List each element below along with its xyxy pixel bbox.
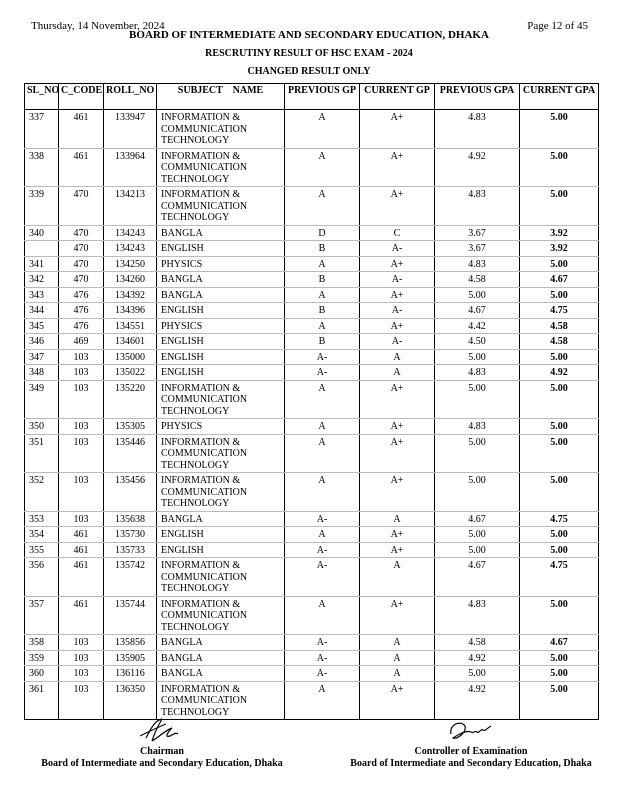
subject-cell: PHYSICS [157, 419, 285, 435]
code-cell: 103 [59, 511, 104, 527]
cur-gp-cell: A+ [360, 419, 435, 435]
cur-gp-cell: A+ [360, 318, 435, 334]
sl-cell: 360 [25, 666, 59, 682]
table-row [25, 349, 599, 365]
table-row [25, 241, 599, 257]
cur-gp-cell: A+ [360, 148, 435, 187]
prev-gp-cell: A [285, 527, 360, 543]
sl-cell: 356 [25, 558, 59, 597]
chairman-org: Board of Intermediate and Secondary Education, Dhaka [41, 758, 283, 769]
table-row [25, 681, 599, 720]
table-row [25, 318, 599, 334]
sl-cell: 353 [25, 511, 59, 527]
cur-gpa-cell: 3.92 [520, 241, 599, 257]
prev-gpa-cell: 4.42 [435, 318, 520, 334]
code-cell: 470 [59, 187, 104, 226]
sl-cell: 358 [25, 635, 59, 651]
table-row [25, 272, 599, 288]
column-header-prev-gp: PREVIOUS GP [285, 84, 360, 110]
header-row [25, 84, 599, 110]
table-row [25, 635, 599, 651]
prev-gpa-cell: 4.58 [435, 635, 520, 651]
prev-gp-cell: A- [285, 511, 360, 527]
prev-gp-cell: A [285, 419, 360, 435]
subject-cell: BANGLA [157, 511, 285, 527]
cur-gpa-cell: 5.00 [520, 287, 599, 303]
prev-gp-cell: A [285, 110, 360, 149]
prev-gpa-cell: 4.83 [435, 110, 520, 149]
code-cell: 470 [59, 225, 104, 241]
code-cell: 103 [59, 681, 104, 720]
sl-cell: 337 [25, 110, 59, 149]
cur-gpa-cell: 4.75 [520, 303, 599, 319]
roll-cell: 135000 [104, 349, 157, 365]
sl-cell: 354 [25, 527, 59, 543]
subject-cell: ENGLISH [157, 527, 285, 543]
roll-cell: 135730 [104, 527, 157, 543]
cur-gpa-cell: 4.75 [520, 511, 599, 527]
prev-gpa-cell: 5.00 [435, 527, 520, 543]
roll-cell: 135905 [104, 650, 157, 666]
cur-gpa-cell: 4.58 [520, 318, 599, 334]
prev-gp-cell: B [285, 334, 360, 350]
subject-cell: ENGLISH [157, 334, 285, 350]
prev-gp-cell: A- [285, 349, 360, 365]
sl-cell: 349 [25, 380, 59, 419]
code-cell: 103 [59, 473, 104, 512]
prev-gpa-cell: 4.67 [435, 558, 520, 597]
sl-cell: 359 [25, 650, 59, 666]
roll-cell: 134260 [104, 272, 157, 288]
sl-cell: 351 [25, 434, 59, 473]
roll-cell: 135446 [104, 434, 157, 473]
prev-gpa-cell: 4.67 [435, 511, 520, 527]
subject-cell: INFORMATION & COMMUNICATION TECHNOLOGY [157, 434, 285, 473]
cur-gp-cell: A+ [360, 681, 435, 720]
sl-cell: 338 [25, 148, 59, 187]
code-cell: 461 [59, 148, 104, 187]
prev-gpa-cell: 4.58 [435, 272, 520, 288]
roll-cell: 134601 [104, 334, 157, 350]
prev-gp-cell: A- [285, 666, 360, 682]
prev-gp-cell: A- [285, 650, 360, 666]
table-row [25, 434, 599, 473]
sl-cell: 352 [25, 473, 59, 512]
prev-gpa-cell: 3.67 [435, 241, 520, 257]
cur-gp-cell: A+ [360, 187, 435, 226]
sl-cell: 339 [25, 187, 59, 226]
roll-cell: 135220 [104, 380, 157, 419]
roll-cell: 135744 [104, 596, 157, 635]
prev-gpa-cell: 5.00 [435, 434, 520, 473]
changed-result-title: CHANGED RESULT ONLY [247, 66, 371, 77]
prev-gp-cell: A [285, 681, 360, 720]
prev-gpa-cell: 4.83 [435, 256, 520, 272]
code-cell: 103 [59, 650, 104, 666]
cur-gpa-cell: 5.00 [520, 148, 599, 187]
subject-cell: ENGLISH [157, 241, 285, 257]
code-cell: 103 [59, 365, 104, 381]
sl-cell: 344 [25, 303, 59, 319]
prev-gp-cell: A [285, 256, 360, 272]
cur-gpa-cell: 4.58 [520, 334, 599, 350]
subject-cell: ENGLISH [157, 349, 285, 365]
column-header-roll: ROLL_NO [104, 84, 157, 110]
chairman-title: Chairman [140, 746, 184, 757]
print-date: Thursday, 14 November, 2024 [31, 20, 165, 32]
subject-cell: INFORMATION & COMMUNICATION TECHNOLOGY [157, 110, 285, 149]
prev-gp-cell: A [285, 596, 360, 635]
column-header-subject: SUBJECT NAME [157, 84, 285, 110]
prev-gpa-cell: 5.00 [435, 542, 520, 558]
roll-cell: 136116 [104, 666, 157, 682]
cur-gp-cell: A [360, 365, 435, 381]
roll-cell: 134243 [104, 241, 157, 257]
board-title: BOARD OF INTERMEDIATE AND SECONDARY EDUCATION, DHAKA [129, 29, 489, 41]
cur-gp-cell: C [360, 225, 435, 241]
cur-gpa-cell: 5.00 [520, 473, 599, 512]
prev-gpa-cell: 3.67 [435, 225, 520, 241]
column-header-sl: SL_NO [25, 84, 59, 110]
subject-cell: INFORMATION & COMMUNICATION TECHNOLOGY [157, 187, 285, 226]
table-row [25, 596, 599, 635]
sl-cell: 342 [25, 272, 59, 288]
controller-title: Controller of Examination [414, 746, 528, 757]
roll-cell: 135856 [104, 635, 157, 651]
code-cell: 461 [59, 542, 104, 558]
code-cell: 103 [59, 635, 104, 651]
sl-cell: 350 [25, 419, 59, 435]
prev-gp-cell: A [285, 148, 360, 187]
subject-cell: BANGLA [157, 635, 285, 651]
roll-cell: 133964 [104, 148, 157, 187]
prev-gpa-cell: 4.83 [435, 187, 520, 226]
subject-cell: INFORMATION & COMMUNICATION TECHNOLOGY [157, 596, 285, 635]
cur-gp-cell: A+ [360, 596, 435, 635]
roll-cell: 134243 [104, 225, 157, 241]
cur-gpa-cell: 5.00 [520, 187, 599, 226]
prev-gp-cell: B [285, 303, 360, 319]
table-row [25, 334, 599, 350]
cur-gpa-cell: 5.00 [520, 349, 599, 365]
subject-cell: INFORMATION & COMMUNICATION TECHNOLOGY [157, 148, 285, 187]
table-row [25, 256, 599, 272]
roll-cell: 136350 [104, 681, 157, 720]
cur-gp-cell: A [360, 666, 435, 682]
prev-gp-cell: A [285, 434, 360, 473]
subject-cell: INFORMATION & COMMUNICATION TECHNOLOGY [157, 681, 285, 720]
cur-gpa-cell: 5.00 [520, 650, 599, 666]
controller-signature [441, 716, 501, 744]
prev-gp-cell: A- [285, 542, 360, 558]
table-row [25, 287, 599, 303]
table-row [25, 225, 599, 241]
subject-cell: ENGLISH [157, 365, 285, 381]
prev-gp-cell: A [285, 318, 360, 334]
roll-cell: 135638 [104, 511, 157, 527]
subject-cell: INFORMATION & COMMUNICATION TECHNOLOGY [157, 473, 285, 512]
cur-gpa-cell: 3.92 [520, 225, 599, 241]
cur-gpa-cell: 5.00 [520, 256, 599, 272]
sl-cell: 340 [25, 225, 59, 241]
cur-gp-cell: A [360, 349, 435, 365]
column-header-code: C_CODE [59, 84, 104, 110]
cur-gp-cell: A+ [360, 287, 435, 303]
roll-cell: 135733 [104, 542, 157, 558]
roll-cell: 135742 [104, 558, 157, 597]
cur-gp-cell: A+ [360, 473, 435, 512]
prev-gpa-cell: 4.83 [435, 419, 520, 435]
cur-gpa-cell: 4.67 [520, 635, 599, 651]
code-cell: 103 [59, 419, 104, 435]
roll-cell: 134213 [104, 187, 157, 226]
chairman-signature [132, 716, 192, 744]
chairman-signature-block [37, 716, 287, 769]
code-cell: 103 [59, 380, 104, 419]
cur-gp-cell: A [360, 650, 435, 666]
table-row [25, 110, 599, 149]
prev-gp-cell: A [285, 287, 360, 303]
prev-gpa-cell: 4.50 [435, 334, 520, 350]
cur-gpa-cell: 5.00 [520, 542, 599, 558]
cur-gpa-cell: 5.00 [520, 596, 599, 635]
sl-cell: 361 [25, 681, 59, 720]
sl-cell: 347 [25, 349, 59, 365]
table-row [25, 419, 599, 435]
prev-gpa-cell: 4.92 [435, 681, 520, 720]
sl-cell: 355 [25, 542, 59, 558]
page-number: Page 12 of 45 [527, 20, 588, 32]
cur-gpa-cell: 4.92 [520, 365, 599, 381]
cur-gpa-cell: 5.00 [520, 419, 599, 435]
code-cell: 476 [59, 287, 104, 303]
code-cell: 461 [59, 558, 104, 597]
prev-gp-cell: A- [285, 558, 360, 597]
cur-gp-cell: A+ [360, 380, 435, 419]
sl-cell: 357 [25, 596, 59, 635]
table-row [25, 303, 599, 319]
table-row [25, 380, 599, 419]
table-row [25, 187, 599, 226]
cur-gp-cell: A+ [360, 110, 435, 149]
prev-gpa-cell: 5.00 [435, 349, 520, 365]
cur-gpa-cell: 5.00 [520, 666, 599, 682]
code-cell: 461 [59, 596, 104, 635]
table-row [25, 148, 599, 187]
column-header-prev-gpa: PREVIOUS GPA [435, 84, 520, 110]
subject-cell: BANGLA [157, 666, 285, 682]
code-cell: 476 [59, 318, 104, 334]
table-row [25, 558, 599, 597]
code-cell: 103 [59, 349, 104, 365]
roll-cell: 134250 [104, 256, 157, 272]
prev-gp-cell: A [285, 380, 360, 419]
code-cell: 103 [59, 666, 104, 682]
table-row [25, 511, 599, 527]
column-header-cur-gpa: CURRENT GPA [520, 84, 599, 110]
roll-cell: 134551 [104, 318, 157, 334]
prev-gpa-cell: 4.92 [435, 650, 520, 666]
table-row [25, 666, 599, 682]
roll-cell: 135305 [104, 419, 157, 435]
table-row [25, 473, 599, 512]
code-cell: 461 [59, 110, 104, 149]
cur-gp-cell: A- [360, 241, 435, 257]
code-cell: 469 [59, 334, 104, 350]
roll-cell: 134392 [104, 287, 157, 303]
prev-gpa-cell: 5.00 [435, 473, 520, 512]
prev-gp-cell: A- [285, 365, 360, 381]
cur-gp-cell: A+ [360, 527, 435, 543]
cur-gpa-cell: 4.67 [520, 272, 599, 288]
controller-signature-block [345, 716, 597, 769]
cur-gpa-cell: 5.00 [520, 380, 599, 419]
cur-gpa-cell: 4.75 [520, 558, 599, 597]
code-cell: 461 [59, 527, 104, 543]
prev-gp-cell: A [285, 473, 360, 512]
subject-cell: PHYSICS [157, 318, 285, 334]
cur-gp-cell: A [360, 511, 435, 527]
table-row [25, 365, 599, 381]
subject-cell: INFORMATION & COMMUNICATION TECHNOLOGY [157, 380, 285, 419]
prev-gp-cell: A- [285, 635, 360, 651]
cur-gpa-cell: 5.00 [520, 110, 599, 149]
prev-gpa-cell: 4.83 [435, 365, 520, 381]
subject-cell: BANGLA [157, 287, 285, 303]
controller-org: Board of Intermediate and Secondary Education, Dhaka [350, 758, 592, 769]
roll-cell: 135456 [104, 473, 157, 512]
cur-gpa-cell: 5.00 [520, 681, 599, 720]
code-cell: 103 [59, 434, 104, 473]
subject-cell: PHYSICS [157, 256, 285, 272]
sl-cell: 346 [25, 334, 59, 350]
cur-gp-cell: A [360, 635, 435, 651]
code-cell: 476 [59, 303, 104, 319]
prev-gp-cell: B [285, 241, 360, 257]
subject-cell: BANGLA [157, 272, 285, 288]
code-cell: 470 [59, 241, 104, 257]
prev-gpa-cell: 5.00 [435, 287, 520, 303]
subject-cell: BANGLA [157, 650, 285, 666]
subject-cell: BANGLA [157, 225, 285, 241]
cur-gp-cell: A- [360, 272, 435, 288]
prev-gpa-cell: 4.92 [435, 148, 520, 187]
code-cell: 470 [59, 272, 104, 288]
table-row [25, 527, 599, 543]
sl-cell: 341 [25, 256, 59, 272]
sl-cell [25, 241, 59, 257]
cur-gp-cell: A+ [360, 542, 435, 558]
subject-cell: ENGLISH [157, 303, 285, 319]
sl-cell: 345 [25, 318, 59, 334]
exam-title: RESCRUTINY RESULT OF HSC EXAM - 2024 [205, 48, 413, 59]
cur-gp-cell: A+ [360, 434, 435, 473]
sl-cell: 343 [25, 287, 59, 303]
prev-gpa-cell: 4.83 [435, 596, 520, 635]
roll-cell: 135022 [104, 365, 157, 381]
cur-gp-cell: A- [360, 334, 435, 350]
sl-cell: 348 [25, 365, 59, 381]
roll-cell: 134396 [104, 303, 157, 319]
prev-gpa-cell: 5.00 [435, 666, 520, 682]
results-table [24, 83, 599, 720]
prev-gp-cell: B [285, 272, 360, 288]
prev-gpa-cell: 4.67 [435, 303, 520, 319]
subject-cell: ENGLISH [157, 542, 285, 558]
cur-gp-cell: A [360, 558, 435, 597]
cur-gp-cell: A- [360, 303, 435, 319]
table-row [25, 650, 599, 666]
cur-gpa-cell: 5.00 [520, 527, 599, 543]
table-row [25, 542, 599, 558]
column-header-cur-gp: CURRENT GP [360, 84, 435, 110]
roll-cell: 133947 [104, 110, 157, 149]
prev-gpa-cell: 5.00 [435, 380, 520, 419]
code-cell: 470 [59, 256, 104, 272]
prev-gp-cell: D [285, 225, 360, 241]
subject-cell: INFORMATION & COMMUNICATION TECHNOLOGY [157, 558, 285, 597]
cur-gpa-cell: 5.00 [520, 434, 599, 473]
cur-gp-cell: A+ [360, 256, 435, 272]
prev-gp-cell: A [285, 187, 360, 226]
